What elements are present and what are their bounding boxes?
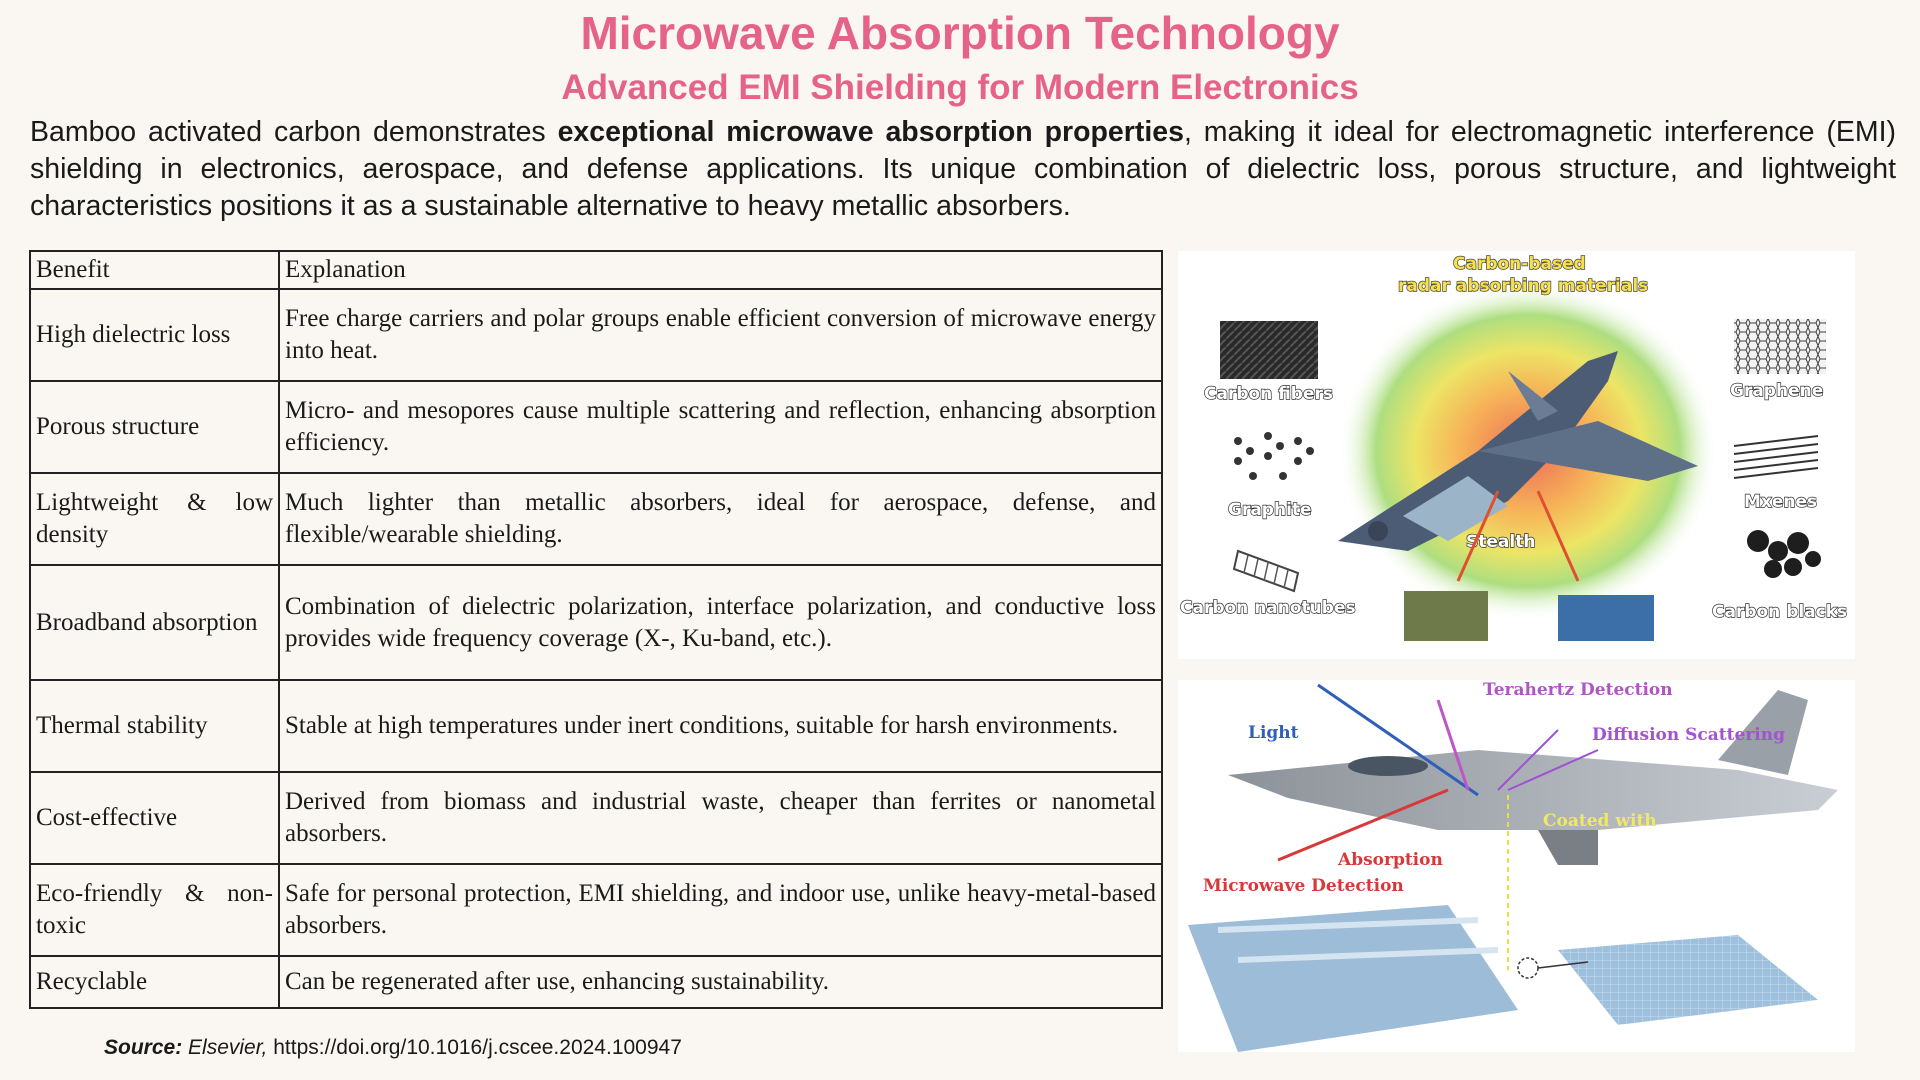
light-label: Light: [1248, 723, 1299, 743]
column-header-explanation: Explanation: [279, 251, 1162, 289]
diffusion-label: Diffusion Scattering: [1592, 725, 1785, 745]
source-label: Source:: [104, 1036, 183, 1059]
benefit-cell: Recyclable: [30, 956, 279, 1008]
benefit-cell: Cost-effective: [30, 772, 279, 864]
benefit-cell: Lightweight & low density: [30, 473, 279, 565]
stealth-label: Stealth: [1466, 532, 1536, 552]
explanation-cell: Combination of dielectric polarization, interface polarization, and conductive loss provides wide frequency coverage (X-, Ku-band, etc.).: [279, 565, 1162, 680]
explanation-cell: Stable at high temperatures under inert conditions, suitable for harsh environments.: [279, 680, 1162, 772]
radar-absorbing-materials-illustration: [1178, 251, 1855, 659]
table-row: [30, 473, 1162, 565]
mxenes-label: Mxenes: [1744, 492, 1818, 512]
intro-rest: , making it ideal for electromagnetic interference (EMI) shielding in electronics, aerospace, and defense applications. Its unique combination of dielectric loss, porous structure, and lightweight characteristics positions it as a sustainable alternative to heavy metallic absorbers.: [30, 116, 1896, 222]
benefit-cell: Porous structure: [30, 381, 279, 473]
graphene-label: Graphene: [1730, 381, 1824, 401]
carbon-fibers-label: Carbon fibers: [1204, 384, 1334, 404]
zoom-circle-icon: [1518, 958, 1538, 978]
intro-emphasis: exceptional microwave absorption properties: [557, 116, 1184, 148]
naval-ship-image: [1558, 595, 1654, 641]
figure1-title-line2: radar absorbing materials: [1398, 276, 1649, 296]
graphite-label: Graphite: [1228, 500, 1312, 520]
benefit-cell: Broadband absorption: [30, 565, 279, 680]
explanation-cell: Can be regenerated after use, enhancing sustainability.: [279, 956, 1162, 1008]
explanation-cell: Safe for personal protection, EMI shielding, and indoor use, unlike heavy-metal-based absorbers.: [279, 864, 1162, 956]
fighter-jet-icon: [1228, 690, 1838, 865]
table-row: [30, 381, 1162, 473]
microwave-label: Microwave Detection: [1203, 876, 1404, 896]
table-row: [30, 956, 1162, 1008]
carbon-nanotubes-label: Carbon nanotubes: [1180, 598, 1356, 618]
table-row: [30, 772, 1162, 864]
figure1-title-line1: Carbon-based: [1453, 254, 1586, 274]
carbon-blacks-label: Carbon blacks: [1712, 602, 1848, 622]
benefit-cell: High dielectric loss: [30, 289, 279, 381]
explanation-cell: Micro- and mesopores cause multiple scattering and reflection, enhancing absorption efficiency.: [279, 381, 1162, 473]
graphene-icon: [1734, 319, 1826, 374]
terahertz-label: Terahertz Detection: [1483, 680, 1673, 700]
absorption-label: Absorption: [1338, 850, 1443, 870]
graphite-icon: [1234, 432, 1314, 480]
table-row: [30, 289, 1162, 381]
explanation-cell: Much lighter than metallic absorbers, ideal for aerospace, defense, and flexible/wearable shielding.: [279, 473, 1162, 565]
source-doi[interactable]: https://doi.org/10.1016/j.cscee.2024.100947: [273, 1036, 682, 1059]
table-row: [30, 565, 1162, 680]
carbon-blacks-icon: [1747, 530, 1821, 578]
intro-lead: Bamboo activated carbon demonstrates: [30, 116, 558, 148]
source-citation: [104, 1036, 682, 1060]
carbon-fibers-icon: [1220, 321, 1318, 379]
benefits-table: [29, 250, 1163, 1009]
benefit-cell: Eco-friendly & non-toxic: [30, 864, 279, 956]
detection-schematic-figure: [1178, 680, 1855, 1052]
explanation-cell: Free charge carriers and polar groups enable efficient conversion of microwave energy into heat.: [279, 289, 1162, 381]
detection-schematic-illustration: [1178, 680, 1855, 1052]
page-subtitle: Advanced EMI Shielding for Modern Electronics: [561, 68, 1359, 107]
metamaterial-panel: [1558, 935, 1818, 1025]
intro-paragraph: [30, 114, 1896, 225]
source-publisher: Elsevier,: [188, 1036, 268, 1059]
benefit-cell: Thermal stability: [30, 680, 279, 772]
carbon-nanotube-icon: [1234, 551, 1298, 591]
column-header-benefit: Benefit: [30, 251, 279, 289]
page-title: Microwave Absorption Technology: [580, 7, 1340, 59]
table-row: [30, 864, 1162, 956]
ground-vehicle-image: [1404, 591, 1488, 641]
radar-absorbing-materials-figure: [1178, 251, 1855, 659]
table-header-row: [30, 251, 1162, 289]
table-row: [30, 680, 1162, 772]
mxenes-icon: [1734, 436, 1818, 478]
coated-label: Coated with: [1543, 811, 1657, 831]
explanation-cell: Derived from biomass and industrial waste, cheaper than ferrites or nanometal absorbers.: [279, 772, 1162, 864]
